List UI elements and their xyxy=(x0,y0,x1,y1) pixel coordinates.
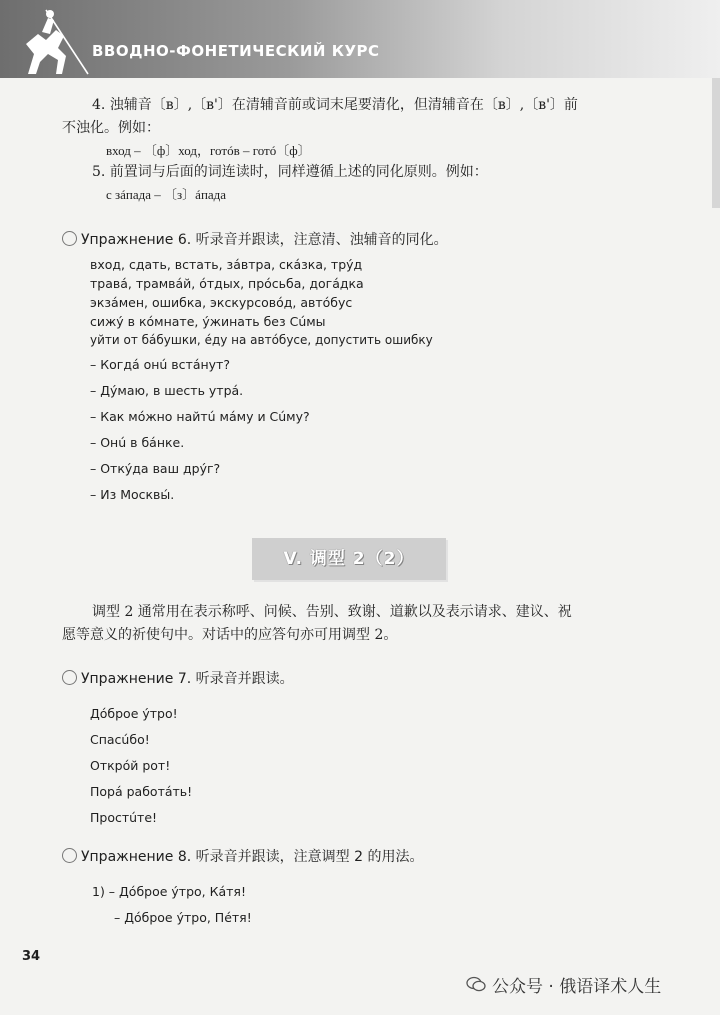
list-item: Спасúбо! xyxy=(90,732,150,747)
list-item: Дóброе ýтро! xyxy=(90,706,178,721)
dialog-line: – Дóброе ýтро, Пéтя! xyxy=(114,910,252,925)
header-title: ВВОДНО-ФОНЕТИЧЕСКИЙ КУРС xyxy=(92,42,380,60)
list-item: Простúте! xyxy=(90,810,158,825)
rule4-line2: 不浊化。例如： xyxy=(62,120,160,136)
list-item: вход, сдать, встать, зáвтра, скáзка, трýд xyxy=(90,257,363,272)
exercise6-dialog xyxy=(90,352,310,508)
rule5-line1: 5. 前置词与后面的词连读时，同样遵循上述的同化原则。例如： xyxy=(92,164,488,180)
audio-disc-icon xyxy=(62,848,77,863)
dialog-line: – Из Москвы́. xyxy=(90,487,175,502)
exercise6-title: Упражнение 6. 听录音并跟读，注意清、浊辅音的同化。 xyxy=(81,232,448,248)
watermark: 公众号 · 俄语译术人生 xyxy=(492,977,662,997)
exercise8-heading xyxy=(62,846,423,866)
section-title: V. 调型 2（2） xyxy=(283,549,415,569)
rule4-example: вход – 〔ф〕ход，готóв – готó〔ф〕 xyxy=(106,143,311,158)
audio-disc-icon xyxy=(62,670,77,685)
horseman-logo-icon xyxy=(8,4,98,78)
list-item: Порá работáть! xyxy=(90,784,193,799)
exercise7-list xyxy=(90,701,192,831)
list-item: уйти от бáбушки, éду на автóбусе, допустить ошибку xyxy=(90,333,433,347)
audio-disc-icon xyxy=(62,231,77,246)
header-band xyxy=(0,0,720,78)
dialog-line: – Дýмаю, в шесть утрá. xyxy=(90,383,244,398)
exercise8-title: Упражнение 8. 听录音并跟读，注意调型 2 的用法。 xyxy=(81,849,424,865)
wechat-icon xyxy=(466,976,486,993)
dialog-line: – Онú в бáнке. xyxy=(90,435,185,450)
list-item: сижý в кóмнате, ýжинать без Сúмы xyxy=(90,314,326,329)
rule4-line1: 4. 浊辅音〔в〕,〔в'〕在清辅音前或词末尾要清化，但清辅音在〔в〕,〔в'〕前 xyxy=(92,97,578,113)
dialog-line: – Как мóжно найтú мáму и Сúму? xyxy=(90,409,310,424)
dialog-line: – Когдá онú встáнут? xyxy=(90,357,230,372)
section-text-line1: 调型 2 通常用在表示称呼、问候、告别、致谢、道歉以及表示请求、建议、祝 xyxy=(92,604,572,620)
list-item: Открóй рот! xyxy=(90,758,171,773)
dialog-line: 1) – Дóброе ýтро, Кáтя! xyxy=(92,884,246,899)
section-text-line2: 愿等意义的祈使句中。对话中的应答句亦可用调型 2。 xyxy=(62,627,398,643)
exercise7-heading xyxy=(62,668,294,688)
list-item: травá, трамвáй, óтдых, прóсьба, догáдка xyxy=(90,276,364,291)
page-number: 34 xyxy=(22,949,41,964)
dialog-line: – Откýда ваш дрýг? xyxy=(90,461,221,476)
rule5-example: с зáпада – 〔з〕áпада xyxy=(106,187,227,202)
list-item: экзáмен, ошибка, экскурсовóд, автóбус xyxy=(90,295,353,310)
section-heading-box xyxy=(252,538,446,580)
exercise7-title: Упражнение 7. 听录音并跟读。 xyxy=(81,671,294,687)
exercise6-word-list xyxy=(90,255,433,350)
page-edge-shadow xyxy=(712,78,720,208)
exercise8-dialog xyxy=(92,879,252,931)
exercise6-heading xyxy=(62,229,448,249)
